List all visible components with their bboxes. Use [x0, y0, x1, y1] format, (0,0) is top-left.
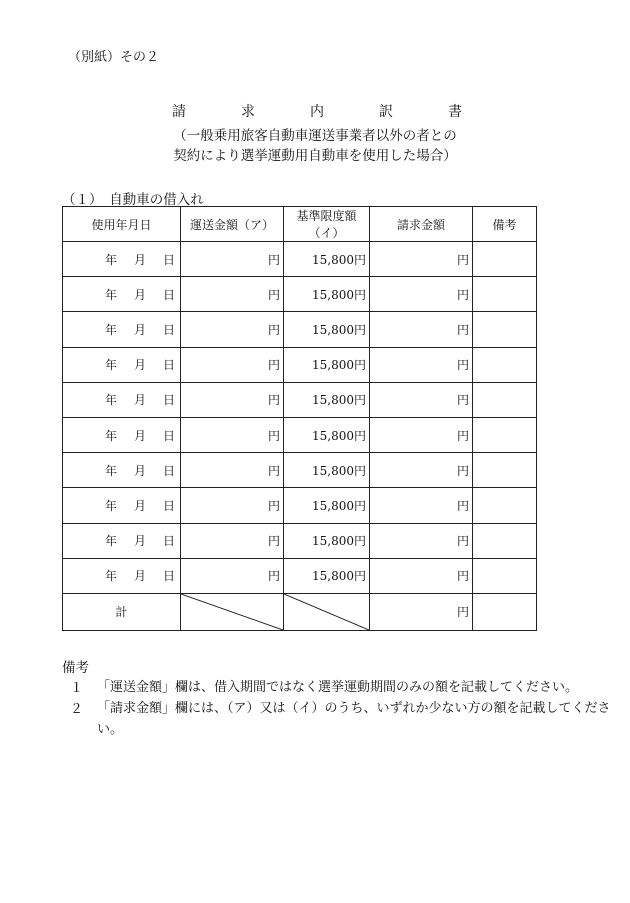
- title-char: 書: [448, 104, 462, 120]
- transport-amount-cell[interactable]: [181, 417, 284, 452]
- header-transport-amount: 運送金額（ア）: [181, 207, 284, 242]
- transport-amount-cell[interactable]: [181, 488, 284, 523]
- remarks-cell[interactable]: [473, 347, 537, 382]
- total-label-cell: [63, 593, 181, 630]
- remarks-cell[interactable]: [473, 417, 537, 452]
- usage-date-cell[interactable]: [63, 347, 181, 382]
- month-unit: 月: [133, 287, 146, 302]
- diagonal-blank-cell: [181, 593, 284, 630]
- year-unit: 年: [105, 498, 118, 513]
- title-char: 求: [241, 104, 255, 120]
- yen-unit: 円: [456, 605, 469, 620]
- usage-date-cell[interactable]: [63, 558, 181, 593]
- yen-unit: 円: [353, 322, 366, 337]
- yen-unit: 円: [353, 428, 366, 443]
- limit-value: 15,800: [311, 393, 354, 408]
- remarks-cell[interactable]: [473, 523, 537, 558]
- usage-date-cell[interactable]: [63, 523, 181, 558]
- day-unit: 日: [162, 322, 175, 337]
- year-unit: 年: [105, 569, 118, 584]
- claim-amount-cell[interactable]: [370, 558, 473, 593]
- limit-value: 15,800: [311, 287, 354, 302]
- notes-heading: 備考: [62, 660, 89, 676]
- yen-unit: 円: [267, 534, 280, 549]
- section-heading: （１） 自動車の借入れ: [62, 192, 204, 208]
- yen-unit: 円: [353, 498, 366, 513]
- claim-amount-cell[interactable]: [370, 347, 473, 382]
- title-char: 訳: [379, 104, 393, 120]
- yen-unit: 円: [456, 463, 469, 478]
- year-unit: 年: [105, 428, 118, 443]
- limit-amount-cell: [284, 453, 370, 488]
- yen-unit: 円: [267, 428, 280, 443]
- table-header-row: [63, 207, 537, 242]
- month-unit: 月: [133, 498, 146, 513]
- claim-amount-cell[interactable]: [370, 523, 473, 558]
- header-usage-date: 使用年月日: [63, 207, 181, 242]
- claim-amount-cell[interactable]: [370, 242, 473, 277]
- year-unit: 年: [105, 358, 118, 373]
- year-unit: 年: [105, 287, 118, 302]
- day-unit: 日: [162, 569, 175, 584]
- month-unit: 月: [133, 358, 146, 373]
- year-unit: 年: [105, 252, 118, 267]
- month-unit: 月: [133, 252, 146, 267]
- yen-unit: 円: [353, 393, 366, 408]
- limit-value: 15,800: [311, 428, 354, 443]
- yen-unit: 円: [456, 287, 469, 302]
- total-label: 計: [115, 605, 128, 620]
- yen-unit: 円: [353, 463, 366, 478]
- day-unit: 日: [162, 252, 175, 267]
- yen-unit: 円: [267, 393, 280, 408]
- total-remarks-cell[interactable]: [473, 593, 537, 630]
- header-limit-amount: 基準限度額（イ）: [284, 207, 370, 242]
- subtitle-line-1: （一般乗用旅客自動車運送事業者以外の者との: [173, 128, 457, 144]
- month-unit: 月: [133, 322, 146, 337]
- claim-amount-cell[interactable]: [370, 382, 473, 417]
- transport-amount-cell[interactable]: [181, 523, 284, 558]
- claim-breakdown-table: [62, 206, 537, 631]
- remarks-cell[interactable]: [473, 242, 537, 277]
- note-text: 「請求金額」欄には、（ア）又は（イ）のうち、いずれか少ない方の額を記載してください。: [97, 701, 611, 737]
- table-row: [63, 488, 537, 523]
- limit-amount-cell: [284, 312, 370, 347]
- table-row: [63, 242, 537, 277]
- limit-value: 15,800: [311, 534, 354, 549]
- transport-amount-cell[interactable]: [181, 558, 284, 593]
- claim-amount-cell[interactable]: [370, 312, 473, 347]
- yen-unit: 円: [267, 498, 280, 513]
- usage-date-cell[interactable]: [63, 312, 181, 347]
- day-unit: 日: [162, 428, 175, 443]
- year-unit: 年: [105, 463, 118, 478]
- limit-value: 15,800: [311, 463, 354, 478]
- transport-amount-cell[interactable]: [181, 242, 284, 277]
- table-row: [63, 417, 537, 452]
- day-unit: 日: [162, 358, 175, 373]
- year-unit: 年: [105, 393, 118, 408]
- day-unit: 日: [162, 463, 175, 478]
- day-unit: 日: [162, 393, 175, 408]
- header-claim-amount: 請求金額: [370, 207, 473, 242]
- limit-amount-cell: [284, 417, 370, 452]
- yen-unit: 円: [456, 534, 469, 549]
- limit-amount-cell: [284, 382, 370, 417]
- usage-date-cell[interactable]: [63, 453, 181, 488]
- yen-unit: 円: [456, 322, 469, 337]
- limit-amount-cell: [284, 347, 370, 382]
- diagonal-blank-cell: [284, 593, 370, 630]
- remarks-cell[interactable]: [473, 312, 537, 347]
- yen-unit: 円: [353, 252, 366, 267]
- limit-value: 15,800: [311, 252, 354, 267]
- yen-unit: 円: [353, 534, 366, 549]
- month-unit: 月: [133, 569, 146, 584]
- yen-unit: 円: [267, 463, 280, 478]
- usage-date-cell[interactable]: [63, 417, 181, 452]
- total-row: [63, 593, 537, 630]
- limit-amount-cell: [284, 277, 370, 312]
- yen-unit: 円: [456, 393, 469, 408]
- remarks-cell[interactable]: [473, 382, 537, 417]
- table-row: [63, 312, 537, 347]
- day-unit: 日: [162, 287, 175, 302]
- remarks-cell[interactable]: [473, 277, 537, 312]
- remarks-cell[interactable]: [473, 558, 537, 593]
- claim-amount-cell[interactable]: [370, 417, 473, 452]
- year-unit: 年: [105, 534, 118, 549]
- total-claim-cell[interactable]: [370, 593, 473, 630]
- remarks-cell[interactable]: [473, 453, 537, 488]
- note-item: [70, 677, 617, 698]
- yen-unit: 円: [267, 358, 280, 373]
- limit-value: 15,800: [311, 358, 354, 373]
- day-unit: 日: [162, 534, 175, 549]
- day-unit: 日: [162, 498, 175, 513]
- yen-unit: 円: [456, 252, 469, 267]
- yen-unit: 円: [456, 569, 469, 584]
- yen-unit: 円: [456, 358, 469, 373]
- yen-unit: 円: [267, 252, 280, 267]
- table-row: [63, 347, 537, 382]
- attachment-label: （別紙）その２: [68, 50, 160, 65]
- claim-amount-cell[interactable]: [370, 277, 473, 312]
- limit-amount-cell: [284, 488, 370, 523]
- month-unit: 月: [133, 463, 146, 478]
- claim-amount-cell[interactable]: [370, 453, 473, 488]
- transport-amount-cell[interactable]: [181, 453, 284, 488]
- limit-amount-cell: [284, 523, 370, 558]
- transport-amount-cell[interactable]: [181, 312, 284, 347]
- limit-amount-cell: [284, 242, 370, 277]
- subtitle-line-2: 契約により選挙運動用自動車を使用した場合）: [173, 148, 457, 164]
- remarks-cell[interactable]: [473, 488, 537, 523]
- claim-amount-cell[interactable]: [370, 488, 473, 523]
- title-char: 請: [172, 104, 186, 120]
- note-number: １: [70, 681, 84, 696]
- limit-value: 15,800: [311, 569, 354, 584]
- title-char: 内: [310, 104, 324, 120]
- month-unit: 月: [133, 534, 146, 549]
- usage-date-cell[interactable]: [63, 382, 181, 417]
- yen-unit: 円: [267, 287, 280, 302]
- month-unit: 月: [133, 393, 146, 408]
- yen-unit: 円: [456, 498, 469, 513]
- transport-amount-cell[interactable]: [181, 347, 284, 382]
- usage-date-cell[interactable]: [63, 242, 181, 277]
- yen-unit: 円: [267, 322, 280, 337]
- table-row: [63, 382, 537, 417]
- note-text: 「運送金額」欄は、借入期間ではなく選挙運動期間のみの額を記載してください。: [97, 680, 579, 695]
- note-item: [70, 698, 617, 740]
- year-unit: 年: [105, 322, 118, 337]
- table-row: [63, 453, 537, 488]
- document-title: [172, 101, 462, 121]
- table-row: [63, 523, 537, 558]
- limit-value: 15,800: [311, 322, 354, 337]
- usage-date-cell[interactable]: [63, 277, 181, 312]
- yen-unit: 円: [353, 569, 366, 584]
- month-unit: 月: [133, 428, 146, 443]
- note-number: ２: [70, 702, 84, 717]
- limit-amount-cell: [284, 558, 370, 593]
- usage-date-cell[interactable]: [63, 488, 181, 523]
- yen-unit: 円: [353, 358, 366, 373]
- table-row: [63, 558, 537, 593]
- yen-unit: 円: [267, 569, 280, 584]
- transport-amount-cell[interactable]: [181, 382, 284, 417]
- yen-unit: 円: [353, 287, 366, 302]
- transport-amount-cell[interactable]: [181, 277, 284, 312]
- header-remarks: 備考: [473, 207, 537, 242]
- yen-unit: 円: [456, 428, 469, 443]
- limit-value: 15,800: [311, 498, 354, 513]
- table-row: [63, 277, 537, 312]
